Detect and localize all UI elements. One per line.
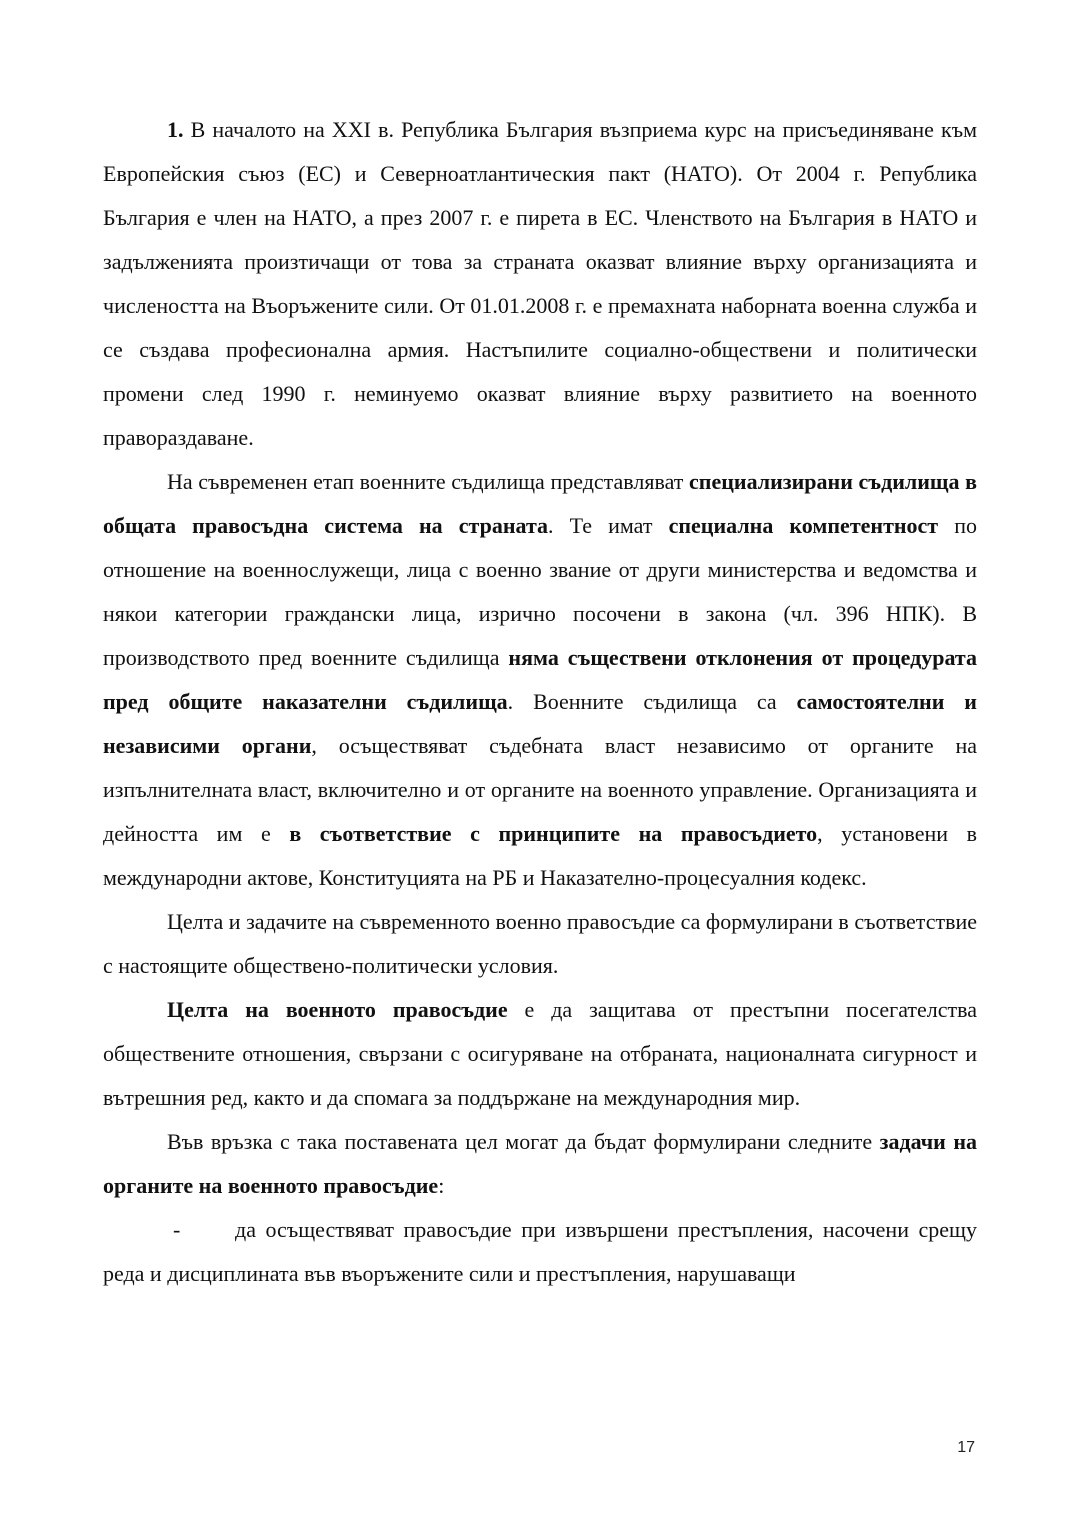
text-run: Целта и задачите на съвременното военно правосъдие са формулирани в съответствие с настоящите обществено-политически условия. — [103, 909, 977, 978]
list-dash: - — [173, 1217, 181, 1242]
bold-run: специална компетентност — [668, 513, 939, 538]
text-run: по отношение на военнослужещи, лица с военно звание от други министерства и ведомства и някои категории граждански лица, изрично посочени в закона (чл. 396 НПК). В производството пред военните съдилища — [103, 513, 977, 670]
text-run: . Те имат — [548, 513, 669, 538]
paragraph-military-courts — [103, 460, 977, 900]
text-run: . Военните съдилища са — [507, 689, 797, 714]
paragraph-goal — [103, 988, 977, 1120]
bold-run: няма съществени отклонения от процедурата пред общите наказателни съдилища — [103, 645, 977, 714]
text-run: , осъществяват съдебната власт независимо от органите на изпълнителната власт, включително и от органите на военното управление. Организацията и дейността им е — [103, 733, 977, 846]
document-body — [103, 108, 977, 1296]
bold-run: задачи на органите на военното правосъдие — [103, 1129, 977, 1198]
list-item — [103, 1208, 977, 1296]
section-number: 1. — [167, 117, 184, 142]
bold-run: специализирани съдилища в общата правосъдна система на страната — [103, 469, 977, 538]
text-run: Във връзка с така поставената цел могат да бъдат формулирани следните — [167, 1129, 880, 1154]
paragraph-intro-text: В началото на XXI в. Република България възприема курс на присъединяване към Европейския съюз (ЕС) и Северноатлантическия пакт (НАТО). От 2004 г. Република България е член на НАТО, а през 2007 г. е пирета в ЕС. Членството на България в НАТО и задълженията произтичащи от това за страната оказват влияние върху организацията и числеността на Въоръжените сили. От 01.01.2008 г. е премахната наборната военна служба и се създава професионална армия. Настъпилите социално-обществени и политически промени след 1990 г. неминуемо оказват влияние върху развитието на военното правораздаване. — [103, 117, 977, 450]
bold-run: Целта на военното правосъдие — [167, 997, 508, 1022]
paragraph-tasks-intro — [103, 1120, 977, 1208]
text-run: На съвременен етап военните съдилища представляват — [167, 469, 690, 494]
text-run: е да защитава от престъпни посегателства обществените отношения, свързани с осигуряване на отбраната, националната сигурност и вътрешния ред, както и да спомага за поддържане на международния мир. — [103, 997, 977, 1110]
list-item-text: да осъществяват правосъдие при извършени престъпления, насочени срещу реда и дисциплината във въоръжените сили и престъпления, нарушаващи — [103, 1217, 977, 1286]
text-run: , установени в международни актове, Конституцията на РБ и Наказателно-процесуалния кодекс. — [103, 821, 977, 890]
bold-run: в съответствие с принципите на правосъдието — [289, 821, 818, 846]
text-run: : — [438, 1173, 445, 1198]
bold-run: самостоятелни и независими органи — [103, 689, 977, 758]
page-number: 17 — [957, 1439, 975, 1456]
paragraph-goal-intro — [103, 900, 977, 988]
paragraph-intro — [103, 108, 977, 460]
